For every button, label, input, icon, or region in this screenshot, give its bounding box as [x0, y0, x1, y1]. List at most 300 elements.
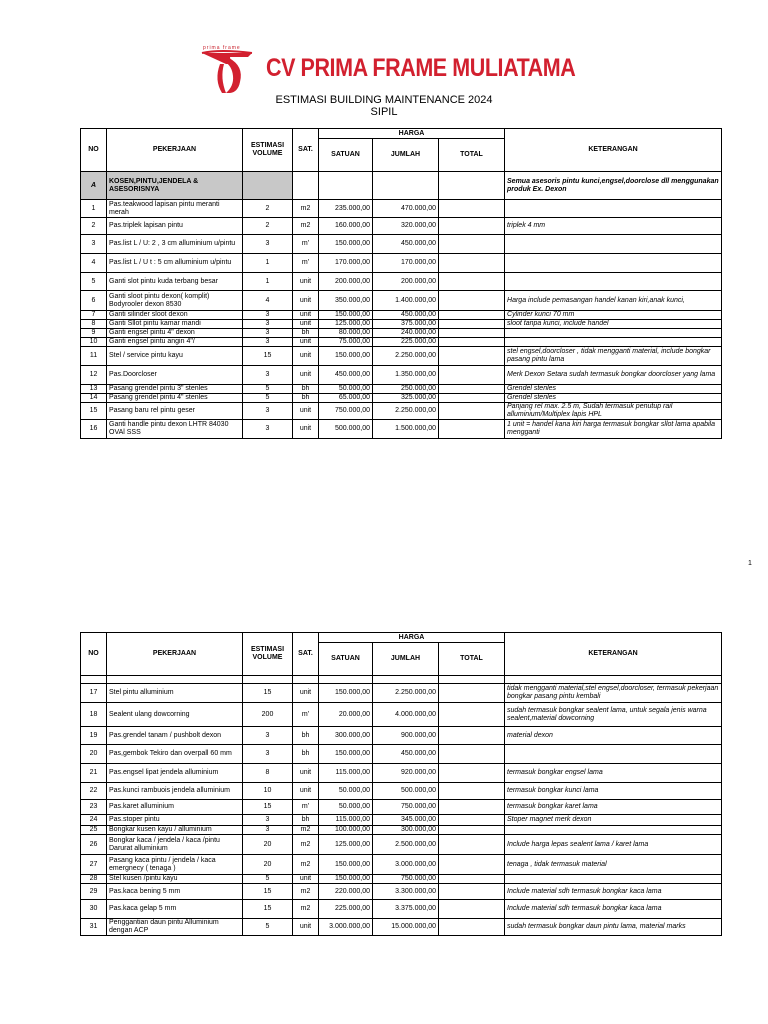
row-pekerjaan: Pasang baru rel pintu geser — [107, 403, 243, 420]
row-jumlah: 450.000,00 — [373, 235, 439, 254]
row-no: 3 — [81, 235, 107, 254]
row-volume: 20 — [243, 855, 293, 875]
row-pekerjaan: Pas.kaca bening 5 mm — [107, 884, 243, 900]
row-total — [439, 783, 505, 800]
row-satuan: 750.000,00 — [319, 403, 373, 420]
table-row — [81, 884, 722, 900]
row-volume: 3 — [243, 320, 293, 329]
row-satuan: 170.000,00 — [319, 254, 373, 273]
row-keterangan: stel engsel,doorcloser , tidak mengganti material, include bongkar pasang pintu lama — [505, 347, 722, 366]
table-row — [81, 291, 722, 311]
row-satuan: 200.000,00 — [319, 273, 373, 291]
row-total — [439, 366, 505, 385]
row-pekerjaan: Pas,gembok Tekiro dan overpall 60 mm — [107, 745, 243, 764]
company-logo — [200, 44, 576, 96]
row-pekerjaan: Bongkar kusen kayu / alluminium — [107, 826, 243, 835]
row-satuan: 115.000,00 — [319, 815, 373, 826]
row-no: 20 — [81, 745, 107, 764]
row-pekerjaan: Pas.list L / U: 2 , 3 cm alluminium u/pintu — [107, 235, 243, 254]
row-keterangan: tenaga , tidak termasuk material — [505, 855, 722, 875]
row-total — [439, 835, 505, 855]
table-row — [81, 684, 722, 703]
row-sat: m2 — [293, 826, 319, 835]
row-satuan: 220.000,00 — [319, 884, 373, 900]
row-no: 7 — [81, 311, 107, 320]
table-row — [81, 420, 722, 439]
row-pekerjaan: Sealent ulang dowcorning — [107, 703, 243, 727]
spacer-row — [81, 676, 722, 684]
row-keterangan: Include harga lepas sealent lama / karet lama — [505, 835, 722, 855]
row-keterangan: Include material sdh termasuk bongkar kaca lama — [505, 900, 722, 919]
row-keterangan — [505, 329, 722, 338]
row-total — [439, 727, 505, 745]
row-total — [439, 420, 505, 439]
row-sat: bh — [293, 329, 319, 338]
row-jumlah: 1.400.000,00 — [373, 291, 439, 311]
row-satuan: 80.000,00 — [319, 329, 373, 338]
row-satuan: 500.000,00 — [319, 420, 373, 439]
table-row — [81, 745, 722, 764]
row-sat: unit — [293, 311, 319, 320]
row-volume: 2 — [243, 218, 293, 235]
row-sat: unit — [293, 273, 319, 291]
section-row — [81, 172, 722, 200]
row-volume: 3 — [243, 403, 293, 420]
row-satuan: 150.000,00 — [319, 347, 373, 366]
row-pekerjaan: Ganti Sllot pintu kamar mandi — [107, 320, 243, 329]
row-pekerjaan: Ganti engsel pintu angin 4"/ — [107, 338, 243, 347]
row-pekerjaan: Ganti engsel pintu 4" dexon — [107, 329, 243, 338]
row-volume: 5 — [243, 394, 293, 403]
row-jumlah: 320.000,00 — [373, 218, 439, 235]
row-keterangan — [505, 200, 722, 218]
table-row — [81, 826, 722, 835]
row-sat: unit — [293, 764, 319, 783]
row-jumlah: 750.000,00 — [373, 800, 439, 815]
row-pekerjaan: Pasang grendel pintu 4" stenles — [107, 394, 243, 403]
row-total — [439, 703, 505, 727]
row-keterangan: 1 unit = handel kana kiri harga termasuk bongkar sllot lama apabila mengganti — [505, 420, 722, 439]
row-jumlah: 2.250.000,00 — [373, 684, 439, 703]
row-sat: m2 — [293, 900, 319, 919]
row-no: 2 — [81, 218, 107, 235]
header-no: NO — [81, 633, 107, 676]
row-sat: m' — [293, 800, 319, 815]
row-no: 25 — [81, 826, 107, 835]
row-no: 10 — [81, 338, 107, 347]
row-pekerjaan: Pasang kaca pintu / jendela / kaca emergnecy ( tenaga ) — [107, 855, 243, 875]
row-pekerjaan: Pas.teakwood lapisan pintu meranti merah — [107, 200, 243, 218]
row-pekerjaan: Pas.karet alluminium — [107, 800, 243, 815]
row-volume: 3 — [243, 420, 293, 439]
row-jumlah: 1.350.000,00 — [373, 366, 439, 385]
header-satuan: SATUAN — [319, 643, 373, 676]
row-satuan: 50.000,00 — [319, 783, 373, 800]
table-row — [81, 218, 722, 235]
row-jumlah: 900.000,00 — [373, 727, 439, 745]
row-volume: 3 — [243, 366, 293, 385]
row-total — [439, 919, 505, 936]
row-pekerjaan: Stel / service pintu kayu — [107, 347, 243, 366]
row-volume: 15 — [243, 884, 293, 900]
row-jumlah: 450.000,00 — [373, 311, 439, 320]
row-volume: 15 — [243, 347, 293, 366]
row-keterangan: Merk Dexon Setara sudah termasuk bongkar doorcloser yang lama — [505, 366, 722, 385]
row-total — [439, 826, 505, 835]
row-jumlah: 920.000,00 — [373, 764, 439, 783]
row-no: 13 — [81, 385, 107, 394]
table-row — [81, 875, 722, 884]
row-jumlah: 500.000,00 — [373, 783, 439, 800]
row-volume: 3 — [243, 727, 293, 745]
row-total — [439, 403, 505, 420]
row-keterangan: termasuk bongkar karet lama — [505, 800, 722, 815]
header-satuan: SATUAN — [319, 139, 373, 172]
row-pekerjaan: Stel kusen /pintu kayu — [107, 875, 243, 884]
table-row — [81, 366, 722, 385]
row-sat: unit — [293, 684, 319, 703]
row-no: 22 — [81, 783, 107, 800]
row-no: 19 — [81, 727, 107, 745]
row-keterangan: Include material sdh termasuk bongkar kaca lama — [505, 884, 722, 900]
header-pekerjaan: PEKERJAAN — [107, 633, 243, 676]
row-sat: unit — [293, 875, 319, 884]
row-no: 8 — [81, 320, 107, 329]
section-no: A — [81, 172, 107, 200]
row-sat: unit — [293, 919, 319, 936]
row-sat: m2 — [293, 884, 319, 900]
row-satuan: 150.000,00 — [319, 875, 373, 884]
row-total — [439, 855, 505, 875]
row-keterangan: Grendel stenles — [505, 394, 722, 403]
doc-subtitle: SIPIL — [370, 106, 398, 118]
row-sat: bh — [293, 385, 319, 394]
row-volume: 2 — [243, 200, 293, 218]
table-row — [81, 311, 722, 320]
header-sat: SAT. — [293, 633, 319, 676]
row-total — [439, 273, 505, 291]
row-pekerjaan: Pas.stoper pintu — [107, 815, 243, 826]
estimate-table-1 — [80, 128, 722, 439]
row-keterangan: material dexon — [505, 727, 722, 745]
header-jumlah: JUMLAH — [373, 643, 439, 676]
row-sat: m2 — [293, 218, 319, 235]
header-keterangan: KETERANGAN — [505, 633, 722, 676]
header-harga: HARGA — [319, 633, 505, 643]
row-sat: m' — [293, 254, 319, 273]
row-no: 11 — [81, 347, 107, 366]
row-total — [439, 235, 505, 254]
row-total — [439, 218, 505, 235]
row-pekerjaan: Pas.grendel tanam / pushbolt dexon — [107, 727, 243, 745]
table-row — [81, 338, 722, 347]
row-satuan: 50.000,00 — [319, 385, 373, 394]
row-total — [439, 329, 505, 338]
row-sat: bh — [293, 727, 319, 745]
table-row — [81, 703, 722, 727]
row-volume: 1 — [243, 254, 293, 273]
header-volume: ESTIMASI VOLUME — [243, 633, 293, 676]
table-row — [81, 385, 722, 394]
row-keterangan — [505, 338, 722, 347]
row-total — [439, 394, 505, 403]
table-row — [81, 254, 722, 273]
row-keterangan: tidak mengganti material,stel engsel,doorcloser, termasuk pekerjaan bongkar pasang pintu kembali — [505, 684, 722, 703]
row-sat: m2 — [293, 200, 319, 218]
row-sat: unit — [293, 320, 319, 329]
row-satuan: 150.000,00 — [319, 745, 373, 764]
header-pekerjaan: PEKERJAAN — [107, 129, 243, 172]
row-volume: 200 — [243, 703, 293, 727]
doc-title: ESTIMASI BUILDING MAINTENANCE 2024 — [275, 94, 493, 106]
row-volume: 1 — [243, 273, 293, 291]
row-volume: 3 — [243, 826, 293, 835]
table-row — [81, 783, 722, 800]
logo-mark-icon — [200, 44, 262, 94]
row-keterangan: Harga include pemasangan handel kanan kiri,anak kunci, — [505, 291, 722, 311]
row-keterangan: Grendel stenles — [505, 385, 722, 394]
company-name: CV PRIMA FRAME MULIATAMA — [266, 54, 576, 82]
row-no: 15 — [81, 403, 107, 420]
row-satuan: 150.000,00 — [319, 855, 373, 875]
row-satuan: 350.000,00 — [319, 291, 373, 311]
row-total — [439, 291, 505, 311]
row-pekerjaan: Ganti silinder sloot dexon — [107, 311, 243, 320]
row-pekerjaan: Ganti slot pintu kuda terbang besar — [107, 273, 243, 291]
row-jumlah: 2.500.000,00 — [373, 835, 439, 855]
row-total — [439, 815, 505, 826]
header-total: TOTAL — [439, 643, 505, 676]
row-jumlah: 1.500.000,00 — [373, 420, 439, 439]
row-volume: 3 — [243, 235, 293, 254]
row-satuan: 115.000,00 — [319, 764, 373, 783]
row-no: 21 — [81, 764, 107, 783]
row-satuan: 65.000,00 — [319, 394, 373, 403]
row-satuan: 150.000,00 — [319, 235, 373, 254]
row-no: 18 — [81, 703, 107, 727]
row-jumlah: 450.000,00 — [373, 745, 439, 764]
row-pekerjaan: Bongkar kaca / jendela / kaca /pintu Darurat alluminium — [107, 835, 243, 855]
row-total — [439, 320, 505, 329]
table-row — [81, 855, 722, 875]
row-sat: m2 — [293, 855, 319, 875]
table-row — [81, 200, 722, 218]
row-no: 24 — [81, 815, 107, 826]
row-no: 4 — [81, 254, 107, 273]
row-volume: 20 — [243, 835, 293, 855]
header-sat: SAT. — [293, 129, 319, 172]
row-total — [439, 385, 505, 394]
row-total — [439, 684, 505, 703]
table-row — [81, 273, 722, 291]
page-number: 1 — [748, 560, 752, 567]
row-keterangan: sudah termasuk bongkar daun pintu lama, material marks — [505, 919, 722, 936]
row-jumlah: 375.000,00 — [373, 320, 439, 329]
row-keterangan: Cylinder kunci 70 mm — [505, 311, 722, 320]
row-jumlah: 3.375.000,00 — [373, 900, 439, 919]
row-total — [439, 875, 505, 884]
row-satuan: 100.000,00 — [319, 826, 373, 835]
row-no: 16 — [81, 420, 107, 439]
row-pekerjaan: Pas.kunci rambuois jendela alluminium — [107, 783, 243, 800]
row-volume: 5 — [243, 875, 293, 884]
row-satuan: 150.000,00 — [319, 311, 373, 320]
row-total — [439, 900, 505, 919]
row-no: 31 — [81, 919, 107, 936]
section-note: Semua asesoris pintu kunci,engsel,doorclose dll menggunakan produk Ex. Dexon — [505, 172, 722, 200]
row-jumlah: 250.000,00 — [373, 385, 439, 394]
row-jumlah: 345.000,00 — [373, 815, 439, 826]
row-total — [439, 200, 505, 218]
row-volume: 5 — [243, 919, 293, 936]
row-keterangan — [505, 273, 722, 291]
table-row — [81, 835, 722, 855]
row-satuan: 300.000,00 — [319, 727, 373, 745]
row-sat: m' — [293, 703, 319, 727]
row-sat: unit — [293, 347, 319, 366]
row-total — [439, 884, 505, 900]
row-total — [439, 338, 505, 347]
row-keterangan: Stoper magnet merk dexon — [505, 815, 722, 826]
row-no: 12 — [81, 366, 107, 385]
row-no: 29 — [81, 884, 107, 900]
row-pekerjaan: Penggantian daun pintu Alluminium dengan ACP — [107, 919, 243, 936]
table-row — [81, 329, 722, 338]
row-satuan: 160.000,00 — [319, 218, 373, 235]
row-total — [439, 254, 505, 273]
estimate-table-2 — [80, 632, 722, 936]
row-volume: 3 — [243, 338, 293, 347]
header-total: TOTAL — [439, 139, 505, 172]
row-volume: 15 — [243, 900, 293, 919]
row-satuan: 125.000,00 — [319, 320, 373, 329]
row-pekerjaan: Pas.triplek lapisan pintu — [107, 218, 243, 235]
table-row — [81, 815, 722, 826]
row-keterangan: triplek 4 mm — [505, 218, 722, 235]
header-no: NO — [81, 129, 107, 172]
row-volume: 5 — [243, 385, 293, 394]
row-volume: 15 — [243, 800, 293, 815]
row-pekerjaan: Pas.engsel lipat jendela alluminium — [107, 764, 243, 783]
row-no: 17 — [81, 684, 107, 703]
row-no: 23 — [81, 800, 107, 815]
row-volume: 10 — [243, 783, 293, 800]
row-total — [439, 311, 505, 320]
table-row — [81, 764, 722, 783]
row-satuan: 50.000,00 — [319, 800, 373, 815]
row-sat: bh — [293, 745, 319, 764]
row-sat: m' — [293, 235, 319, 254]
row-keterangan: termasuk bongkar engsel lama — [505, 764, 722, 783]
table-row — [81, 320, 722, 329]
row-satuan: 450.000,00 — [319, 366, 373, 385]
logo-small-text: prima frame — [203, 45, 241, 51]
row-satuan: 75.000,00 — [319, 338, 373, 347]
row-no: 14 — [81, 394, 107, 403]
row-jumlah: 170.000,00 — [373, 254, 439, 273]
row-no: 28 — [81, 875, 107, 884]
row-jumlah: 2.250.000,00 — [373, 347, 439, 366]
row-total — [439, 764, 505, 783]
row-keterangan — [505, 254, 722, 273]
row-jumlah: 200.000,00 — [373, 273, 439, 291]
row-jumlah: 240.000,00 — [373, 329, 439, 338]
row-sat: m2 — [293, 835, 319, 855]
row-keterangan — [505, 235, 722, 254]
row-pekerjaan: Ganti sloot pintu dexon( komplit) Bodyrooler dexon 8530 — [107, 291, 243, 311]
row-sat: unit — [293, 366, 319, 385]
row-pekerjaan: Pasang grendel pintu 3" stenles — [107, 385, 243, 394]
row-keterangan: sudah termasuk bongkar sealent lama, untuk segala jenis warna sealent,material dowcorning — [505, 703, 722, 727]
row-pekerjaan: Pas.list L / U t : 5 cm alluminium u/pintu — [107, 254, 243, 273]
row-pekerjaan: Ganti handle pintu dexon LHTR 84030 OVAl SSS — [107, 420, 243, 439]
row-volume: 3 — [243, 329, 293, 338]
row-jumlah: 4.000.000,00 — [373, 703, 439, 727]
row-no: 1 — [81, 200, 107, 218]
row-no: 6 — [81, 291, 107, 311]
row-keterangan: Panjang rel max. 2.5 m, Sudah termasuk penutup rail alluminium/Multiplex lapis HPL — [505, 403, 722, 420]
row-jumlah: 15.000.000,00 — [373, 919, 439, 936]
row-sat: unit — [293, 338, 319, 347]
row-total — [439, 745, 505, 764]
row-jumlah: 470.000,00 — [373, 200, 439, 218]
table-row — [81, 800, 722, 815]
table-row — [81, 900, 722, 919]
row-keterangan — [505, 826, 722, 835]
table-row — [81, 394, 722, 403]
row-keterangan: termasuk bongkar kunci lama — [505, 783, 722, 800]
row-volume: 3 — [243, 745, 293, 764]
row-pekerjaan: Pas.Doorcloser — [107, 366, 243, 385]
row-no: 27 — [81, 855, 107, 875]
row-volume: 15 — [243, 684, 293, 703]
row-sat: unit — [293, 420, 319, 439]
table-row — [81, 403, 722, 420]
row-jumlah: 750.000,00 — [373, 875, 439, 884]
row-no: 30 — [81, 900, 107, 919]
row-sat: unit — [293, 783, 319, 800]
header-volume: ESTIMASI VOLUME — [243, 129, 293, 172]
row-pekerjaan: Stel pintu alluminium — [107, 684, 243, 703]
header-harga: HARGA — [319, 129, 505, 139]
table-row — [81, 235, 722, 254]
row-satuan: 235.000,00 — [319, 200, 373, 218]
row-satuan: 3.000.000,00 — [319, 919, 373, 936]
row-sat: bh — [293, 815, 319, 826]
row-sat: bh — [293, 394, 319, 403]
row-keterangan: sloot tanpa kunci, include handel — [505, 320, 722, 329]
row-sat: unit — [293, 291, 319, 311]
row-no: 5 — [81, 273, 107, 291]
row-keterangan — [505, 875, 722, 884]
row-volume: 4 — [243, 291, 293, 311]
row-pekerjaan: Pas.kaca gelap 5 mm — [107, 900, 243, 919]
row-volume: 3 — [243, 815, 293, 826]
row-sat: unit — [293, 403, 319, 420]
row-jumlah: 3.000.000,00 — [373, 855, 439, 875]
row-satuan: 125.000,00 — [319, 835, 373, 855]
row-total — [439, 347, 505, 366]
row-jumlah: 225.000,00 — [373, 338, 439, 347]
row-satuan: 150.000,00 — [319, 684, 373, 703]
row-volume: 3 — [243, 311, 293, 320]
header-jumlah: JUMLAH — [373, 139, 439, 172]
table-row — [81, 347, 722, 366]
row-keterangan — [505, 745, 722, 764]
row-satuan: 20.000,00 — [319, 703, 373, 727]
row-jumlah: 325.000,00 — [373, 394, 439, 403]
row-no: 9 — [81, 329, 107, 338]
